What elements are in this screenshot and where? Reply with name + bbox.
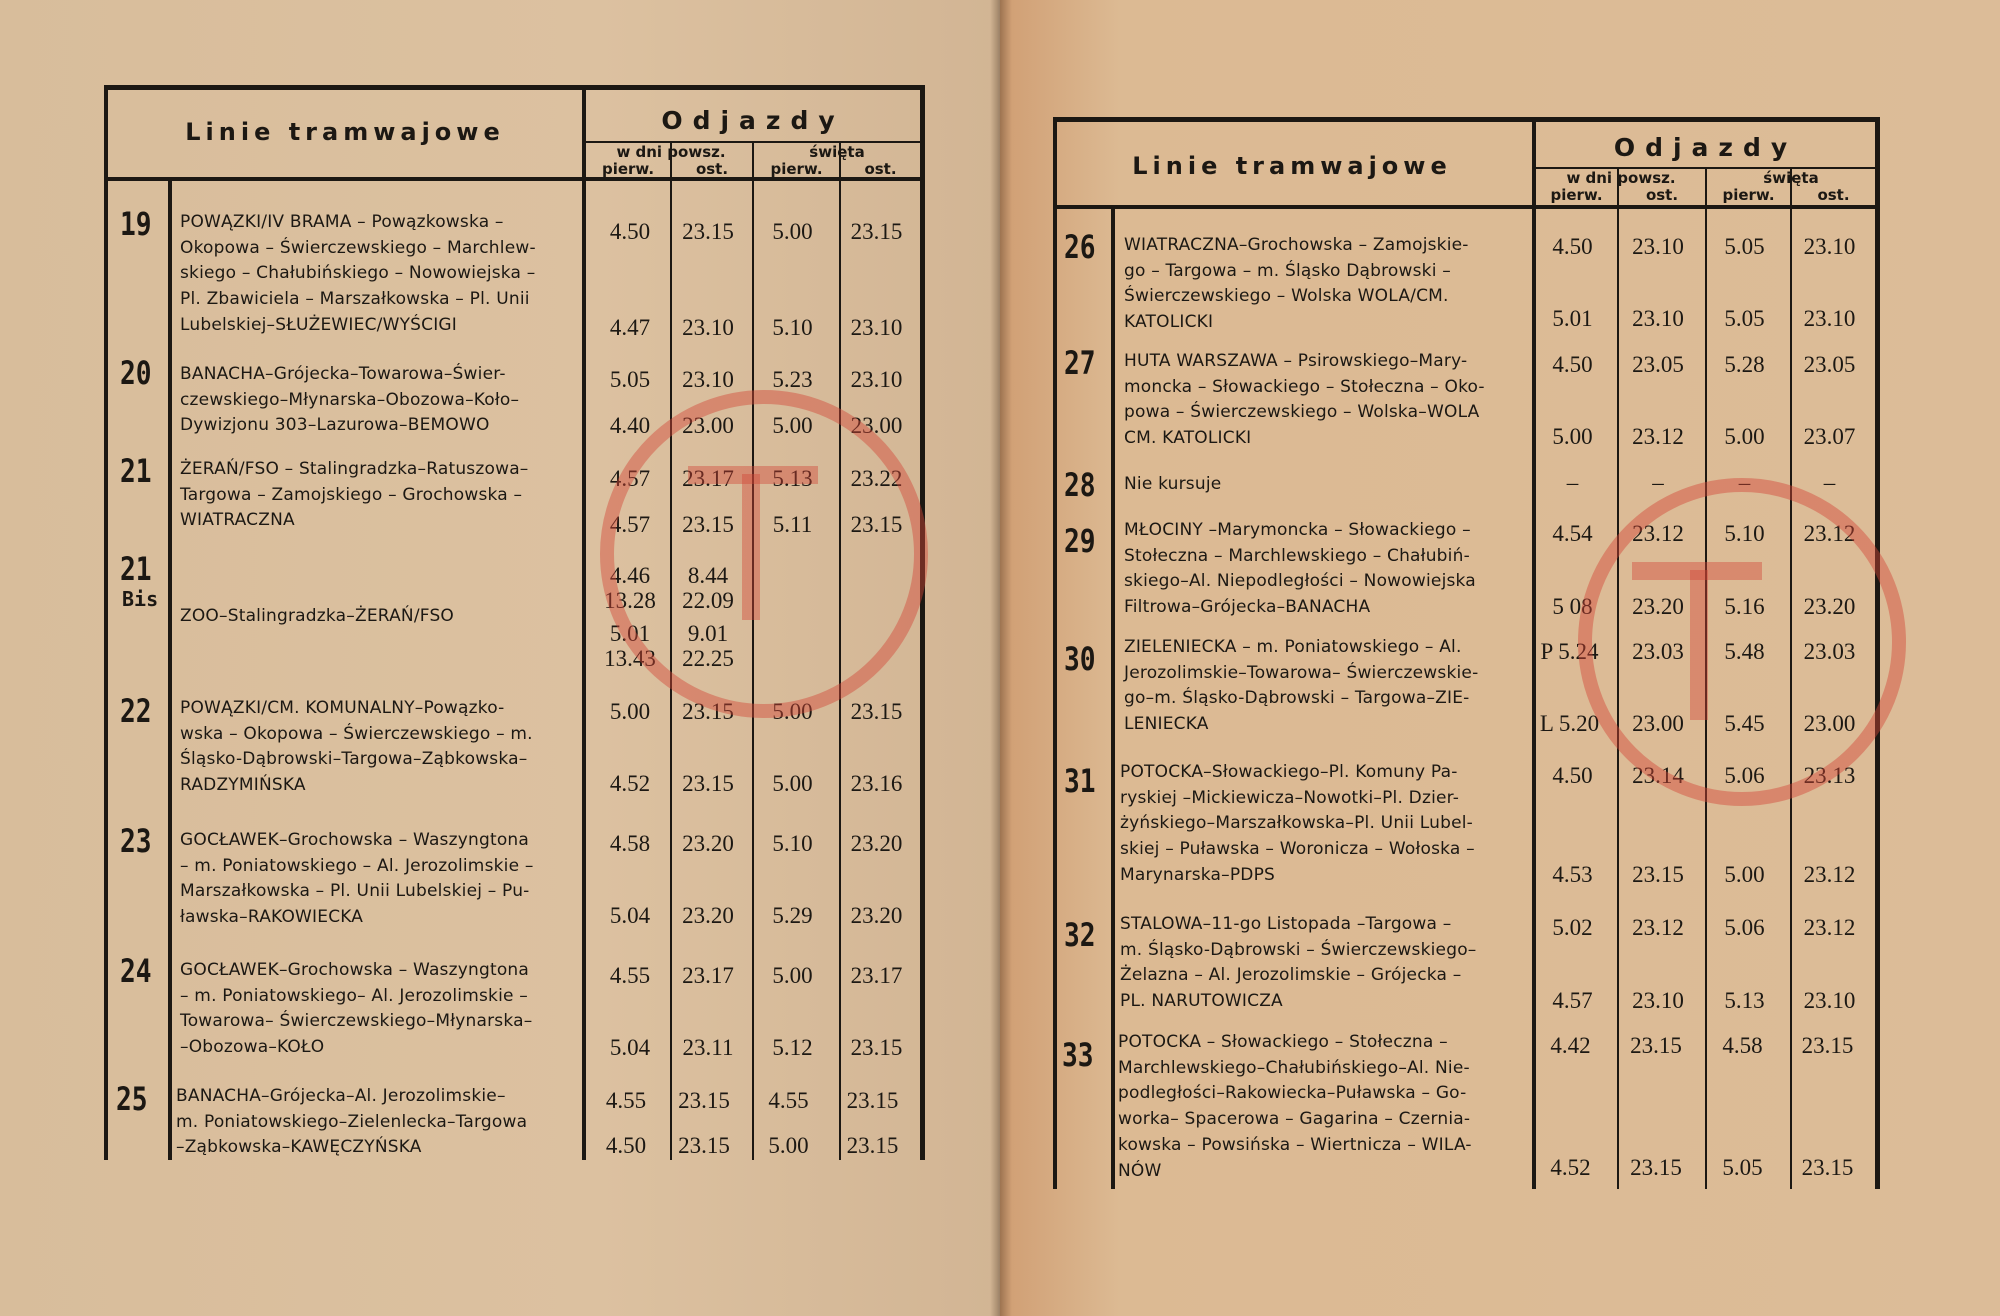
first-col-header: pierw. xyxy=(601,160,655,178)
route-description: POTOCKA – Słowackiego – Stołeczna – Marchlewskiego–Chałubińskiego–Al. Nie- podległości–Rakowiecka–Puławska – Go- worka– Spacerowa – Gagarina – Czernia- kowska – Powsińska – Wiertnicza – WILA- NÓW xyxy=(1118,1032,1472,1181)
time-cell: 8.44 xyxy=(687,563,729,588)
time-cell: 5.04 xyxy=(609,1035,651,1060)
route-description: POWĄZKI/CM. KOMUNALNY–Powązko- wska – Okopowa – Świerczewskiego – m. Śląsko-Dąbrowski–Targowa–Ząbkowska– RADZYMIŃSKA xyxy=(180,698,533,796)
holidays-header: święta xyxy=(1763,169,1819,187)
route-description: STALOWA–11-go Listopada –Targowa – m. Śląsko-Dąbrowski – Świerczewskiego– Żelazna – Al. Jerozolimskie – Grójecka – PL. NARUTOWICZA xyxy=(1120,914,1477,1012)
line-number: 29 xyxy=(1064,522,1096,560)
time-cell: 23.20 xyxy=(850,831,903,856)
time-cell: 23.03 xyxy=(1632,639,1684,664)
time-cell: 4.50 xyxy=(1552,352,1593,377)
line-number: 30 xyxy=(1064,640,1096,678)
line-number: 28 xyxy=(1064,466,1096,504)
time-cell: 4.53 xyxy=(1552,862,1593,887)
lines-header: Linie tramwajowe xyxy=(185,118,505,146)
time-cell: 23.12 xyxy=(1632,915,1684,940)
time-cell: 5.10 xyxy=(772,315,813,340)
time-cell: 5.06 xyxy=(1724,915,1765,940)
time-cell: 5.10 xyxy=(772,831,813,856)
time-cell: 4.46 xyxy=(609,563,651,588)
route-description: MŁOCINY –Marymoncka – Słowackiego – Stołeczna – Marchlewskiego – Chałubiń- skiego–Al. Niepodległości – Nowowiejska Filtrowa–Grójecka–BANACHA xyxy=(1124,520,1476,618)
line-number: 22 xyxy=(120,692,152,730)
time-cell: 5.06 xyxy=(1724,763,1765,788)
time-cell: 23.10 xyxy=(682,315,734,340)
time-cell: 23.10 xyxy=(1632,234,1684,259)
time-cell: 5.00 xyxy=(772,963,813,988)
weekdays-header: w dni powsz. xyxy=(616,143,726,161)
time-cell: 5.45 xyxy=(1724,711,1765,736)
route-description: GOCŁAWEK–Grochowska – Waszyngtona – m. Poniatowskiego– Al. Jerozolimskie – Towarowa– Świerczewskiego–Młynarska– –Obozowa–KOŁO xyxy=(180,960,533,1058)
time-cell: 23.10 xyxy=(1632,988,1684,1013)
time-cell: P 5.24 xyxy=(1540,639,1599,664)
time-cell: 23.20 xyxy=(1632,594,1684,619)
time-cell: 5.12 xyxy=(772,1035,813,1060)
time-cell: 23.10 xyxy=(850,367,903,392)
time-cell: – xyxy=(1566,470,1579,495)
time-cell: 4.55 xyxy=(605,1088,647,1113)
time-cell: 23.10 xyxy=(850,315,903,340)
time-cell: 23.10 xyxy=(1803,306,1856,331)
line-number: 21 xyxy=(120,452,152,490)
time-cell: 5.11 xyxy=(772,512,813,537)
time-cell: 23.13 xyxy=(1803,763,1856,788)
time-cell: 9.01 xyxy=(687,621,729,646)
time-cell: L 5.20 xyxy=(1539,711,1600,736)
time-cell: 5.00 xyxy=(1724,862,1765,887)
lines-header: Linie tramwajowe xyxy=(1132,152,1452,180)
time-cell: 5.02 xyxy=(1552,915,1593,940)
time-cell: 23.22 xyxy=(850,466,903,491)
last-col-header: ost. xyxy=(1645,186,1679,204)
time-cell: 4.55 xyxy=(609,963,651,988)
time-cell: 23.17 xyxy=(850,963,903,988)
time-cell: 13.28 xyxy=(604,588,656,613)
time-cell: 5.16 xyxy=(1724,594,1765,619)
time-cell: 5.13 xyxy=(1724,988,1765,1013)
time-cell: 5.01 xyxy=(609,621,651,646)
weekdays-header: w dni powsz. xyxy=(1566,169,1676,187)
route-description: HUTA WARSZAWA – Psirowskiego–Mary- moncka – Słowackiego – Stołeczna – Oko- powa – Świerczewskiego – Wolska–WOLA CM. KATOLICKI xyxy=(1124,351,1485,449)
last-col-header: ost. xyxy=(1817,186,1850,204)
time-cell: 5.00 xyxy=(1724,424,1765,449)
time-cell: 23.20 xyxy=(682,831,734,856)
time-cell: 5.00 xyxy=(772,771,813,796)
time-cell: 23.14 xyxy=(1632,763,1684,788)
time-cell: 23.15 xyxy=(678,1088,730,1113)
route-description: POTOCKA–Słowackiego–Pl. Komuny Pa- ryskiej –Mickiewicza–Nowotki–Pl. Dzier- żyńskiego–Marszałkowska–Pl. Unii Lubel- skiej – Puławska – Woronicza – Wołoska – Marynarska–PDPS xyxy=(1120,762,1475,885)
first-col-header: pierw. xyxy=(1722,186,1775,204)
time-cell: 23.00 xyxy=(850,413,903,438)
time-cell: 23.05 xyxy=(1632,352,1684,377)
last-col-header: ost. xyxy=(695,160,729,178)
line-number: 21 xyxy=(120,550,152,588)
time-cell: 5.00 xyxy=(1552,424,1593,449)
line-number: 32 xyxy=(1064,916,1096,954)
last-col-header: ost. xyxy=(864,160,897,178)
line-number: 31 xyxy=(1064,762,1096,800)
time-cell: 23.12 xyxy=(1632,424,1684,449)
time-cell: 23.03 xyxy=(1803,639,1856,664)
time-cell: 23.15 xyxy=(1801,1155,1854,1180)
time-cell: 4.57 xyxy=(609,466,651,491)
time-cell: 23.11 xyxy=(682,1035,734,1060)
time-cell: 23.15 xyxy=(850,512,903,537)
time-cell: 5.05 xyxy=(1722,1155,1763,1180)
time-cell: 4.47 xyxy=(609,315,651,340)
line-number: 25 xyxy=(116,1080,148,1118)
time-cell: – xyxy=(1652,470,1664,495)
time-cell: 23.00 xyxy=(682,413,734,438)
time-cell: 23.12 xyxy=(1803,915,1856,940)
time-cell: 23.12 xyxy=(1803,521,1856,546)
holidays-header: święta xyxy=(809,143,865,161)
line-number: 23 xyxy=(120,822,152,860)
time-cell: 5.00 xyxy=(772,413,813,438)
time-cell: 22.25 xyxy=(682,646,734,671)
time-cell: 4.57 xyxy=(1552,988,1593,1013)
time-cell: 5.00 xyxy=(772,219,813,244)
time-cell: 23.15 xyxy=(682,512,734,537)
time-cell: 5.01 xyxy=(1552,306,1593,331)
time-cell: 23.00 xyxy=(1803,711,1856,736)
time-cell: 23.00 xyxy=(1632,711,1684,736)
time-cell: 23.10 xyxy=(1803,988,1856,1013)
time-cell: 23.15 xyxy=(846,1088,899,1113)
route-description: GOCŁAWEK–Grochowska – Waszyngtona – m. Poniatowskiego – Al. Jerozolimskie – Marszałkowska – Pl. Unii Lubelskiej – Pu- ławska–RAKOWIECKA xyxy=(180,830,534,928)
route-description: WIATRACZNA–Grochowska – Zamojskie- go – Targowa – m. Śląsko Dąbrowski – Świerczewskiego – Wolska WOLA/CM. KATOLICKI xyxy=(1124,235,1469,333)
line-number: 33 xyxy=(1062,1036,1094,1074)
time-cell: 5.05 xyxy=(1724,306,1765,331)
time-cell: 13.43 xyxy=(604,646,656,671)
time-cell: 23.15 xyxy=(850,1035,903,1060)
line-number: 19 xyxy=(120,205,152,243)
time-cell: 23.15 xyxy=(1632,862,1684,887)
time-cell: 23.20 xyxy=(682,903,734,928)
time-cell: 5.00 xyxy=(609,699,651,724)
line-number: 27 xyxy=(1064,344,1096,382)
time-cell: 5.23 xyxy=(772,367,813,392)
line-number: 26 xyxy=(1064,228,1096,266)
departures-header: Odjazdy xyxy=(1613,133,1798,162)
time-cell: 23.15 xyxy=(682,771,734,796)
time-cell: 4.40 xyxy=(609,413,651,438)
time-cell: 4.50 xyxy=(1552,763,1593,788)
first-col-header: pierw. xyxy=(770,160,823,178)
time-cell: 5.04 xyxy=(609,903,651,928)
time-cell: 5.48 xyxy=(1724,639,1765,664)
time-cell: 23.15 xyxy=(850,219,903,244)
time-cell: 5.00 xyxy=(772,699,813,724)
book-gutter xyxy=(990,0,1012,1316)
time-cell: 4.52 xyxy=(1550,1155,1591,1180)
time-cell: 23.12 xyxy=(1632,521,1684,546)
time-cell: 4.57 xyxy=(609,512,651,537)
time-cell: 5.10 xyxy=(1724,521,1765,546)
time-cell: 4.58 xyxy=(609,831,651,856)
time-cell: 23.15 xyxy=(850,699,903,724)
time-cell: 22.09 xyxy=(682,588,734,613)
time-cell: 23.10 xyxy=(682,367,734,392)
time-cell: 5 08 xyxy=(1552,594,1593,619)
time-cell: 4.50 xyxy=(605,1133,647,1158)
route-description: ZOO–Stalingradzka–ŻERAŃ/FSO xyxy=(180,606,455,626)
time-cell: 4.55 xyxy=(768,1088,809,1113)
time-cell: 23.20 xyxy=(850,903,903,928)
time-cell: 4.42 xyxy=(1550,1033,1591,1058)
time-cell: 4.58 xyxy=(1722,1033,1763,1058)
time-cell: 23.15 xyxy=(1801,1033,1854,1058)
time-cell: 23.15 xyxy=(1630,1155,1682,1180)
route-description: Nie kursuje xyxy=(1124,474,1222,494)
route-description: ŻERAŃ/FSO – Stalingradzka–Ratuszowa– Targowa – Zamojskiego – Grochowska – WIATRACZNA xyxy=(180,459,529,531)
time-cell: 23.05 xyxy=(1803,352,1856,377)
time-cell: 23.15 xyxy=(846,1133,899,1158)
time-cell: 23.07 xyxy=(1803,424,1856,449)
time-cell: 23.10 xyxy=(1632,306,1684,331)
time-cell: 23.15 xyxy=(678,1133,730,1158)
time-cell: – xyxy=(1823,470,1836,495)
time-cell: 23.15 xyxy=(682,219,734,244)
time-cell: 23.15 xyxy=(1630,1033,1682,1058)
line-number: 20 xyxy=(120,354,152,392)
time-cell: 4.54 xyxy=(1552,521,1593,546)
time-cell: 23.16 xyxy=(850,771,903,796)
time-cell: 23.12 xyxy=(1803,862,1856,887)
line-number: 24 xyxy=(120,952,152,990)
time-cell: 4.50 xyxy=(609,219,651,244)
time-cell: 4.52 xyxy=(609,771,651,796)
time-cell: 23.17 xyxy=(682,963,734,988)
time-cell: 23.10 xyxy=(1803,234,1856,259)
time-cell: 5.00 xyxy=(768,1133,809,1158)
time-cell: – xyxy=(1738,470,1751,495)
departures-header: Odjazdy xyxy=(661,106,845,135)
first-col-header: pierw. xyxy=(1550,186,1603,204)
route-description: ZIELENIECKA – m. Poniatowskiego – Al. Jerozolimskie–Towarowa– Świerczewskie- go–m. Śląsko-Dąbrowski – Targowa–ZIE- LENIECKA xyxy=(1124,637,1479,735)
time-cell: 5.05 xyxy=(609,367,651,392)
time-cell: 4.50 xyxy=(1552,234,1593,259)
route-description: POWĄZKI/IV BRAMA – Powązkowska – Okopowa – Świerczewskiego – Marchlew- skiego – Chałubińskiego – Nowowiejska – Pl. Zbawiciela – Marszałkowska – Pl. Unii Lubelskiej–SŁUŻEWIEC/WYŚCIGI xyxy=(180,212,536,335)
route-description: BANACHA–Grójecka–Al. Jerozolimskie– m. Poniatowskiego–Zielenlecka–Targowa –Ząbkowska–KAWĘCZYŃSKA xyxy=(176,1086,528,1158)
time-cell: 5.13 xyxy=(772,466,813,491)
time-cell: 5.29 xyxy=(772,903,813,928)
time-cell: 5.28 xyxy=(1724,352,1765,377)
line-number-suffix: Bis xyxy=(122,587,159,611)
time-cell: 23.20 xyxy=(1803,594,1856,619)
time-cell: 23.15 xyxy=(682,699,734,724)
route-description: BANACHA–Grójecka–Towarowa–Świer- czewskiego–Młynarska–Obozowa–Koło– Dywizjonu 303–Lazurowa–BEMOWO xyxy=(180,364,520,436)
time-cell: 5.05 xyxy=(1724,234,1765,259)
time-cell: 23.17 xyxy=(682,466,734,491)
